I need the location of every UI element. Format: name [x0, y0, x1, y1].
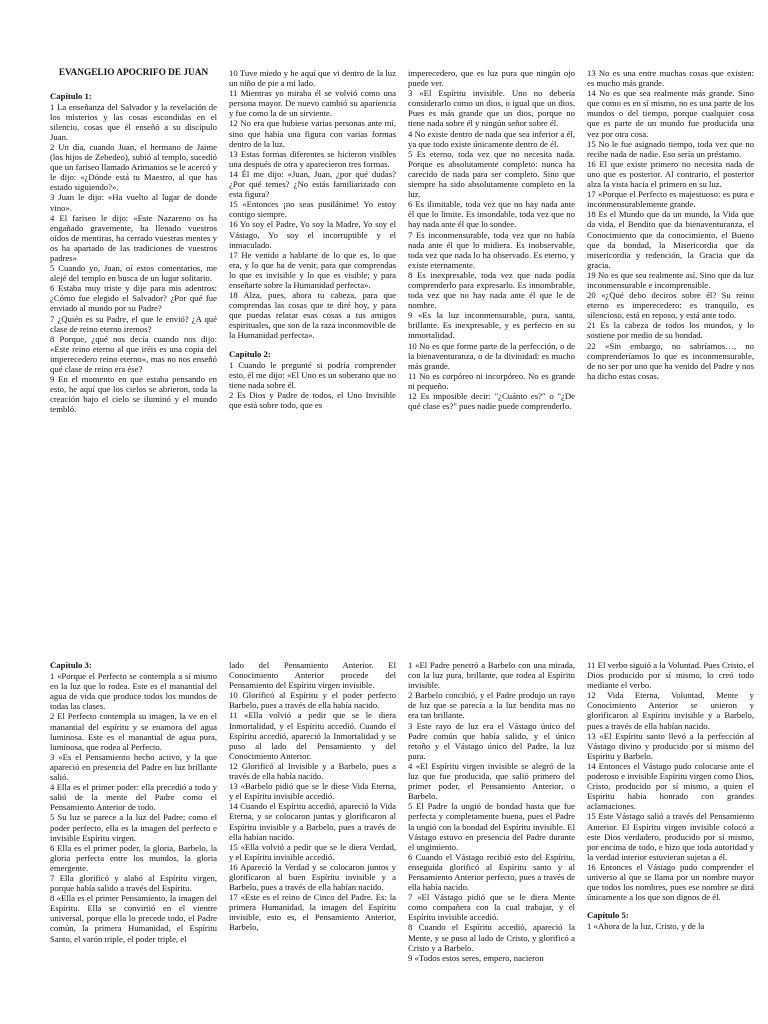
verse-paragraph: 2 Es Dios y Padre de todos, el Uno Invisible que está sobre todo, que es	[229, 389, 396, 410]
verse-paragraph: 4 «El Espíritu virgen invisible se alegró de la luz que fue producida, que salió primero del primer poder, el Pensamiento Anterior, o Barbelo.	[408, 760, 575, 802]
top-column-3	[408, 68, 575, 538]
verse-paragraph: 9 «Es la luz inconmensurable, pura, santa, brillante. Es inexpresable, y es perfecto en su inmortalidad.	[408, 310, 575, 341]
verse-paragraph: 20 «¿Qué debo deciros sobre él? Su reino eterno es imperecedero: es tranquilo, es silencioso, está en reposo, y está ante todo.	[587, 290, 754, 321]
verse-paragraph: 17 He venido a hablarte de lo que es, lo que era, y lo que ha de venir, para que comprendas lo que es invisible y lo que es visible; y para enseñarte sobre la Humanidad perfecta».	[229, 249, 396, 290]
verse-paragraph: 3 «Es el Pensamiento hecho activo, y la que apareció en presencia del Padre en luz brillante salió.	[50, 751, 217, 783]
verse-paragraph: 16 El que existe primero no necesita nada de uno que es posterior. Al contrario, el posterior alza la vista hacia el primero en su luz.	[587, 158, 754, 190]
verse-paragraph: 10 No es que forme parte de la perfección, o de la bienaventuranza, o de la divinidad: es mucho más grande.	[408, 340, 575, 371]
verse-paragraph: 4 Ella es el primer poder: ella precedió a todo y salió de la mente del Padre como el Pensamiento Anterior de todo.	[50, 782, 217, 813]
verse-paragraph: 3 Este rayo de luz era el Vástago único del Padre común que había salido, y el único retoño y el Vástago único del Padre, la luz pura.	[408, 720, 575, 761]
verse-paragraph: 9 En el momento en que estaba pensando en esto, he aquí que los cielos se abrieron, toda la creación bajo el cielo se iluminó y el mundo tembló.	[50, 374, 217, 415]
verse-paragraph: lado del Pensamiento Anterior. El Conocimiento Anterior procede del Pensamiento del Espíritu virgen invisible.	[229, 660, 396, 691]
chapter-heading: Capítulo 5:	[587, 910, 629, 921]
verse-paragraph: 17 «Este es el reino de Cinco del Padre. Es: la primera Humanidad, la imagen del Espíritu invisible, esto es, el Pensamiento Anterior, Barbelo,	[229, 892, 396, 933]
verse-paragraph: 13 No es una entre muchas cosas que existen: es mucho más grande.	[587, 68, 754, 89]
verse-paragraph: 18 Alza, pues, ahora tu cabeza, para que comprendas las cosas que te diré hoy, y para que puedas relatar esas cosas a tus amigos espirituales, que son de la raza inconmovible de la Humanidad perfecta».	[229, 290, 396, 341]
verse-paragraph: 7 «El Vástago pidió que se le diera Mente como compañera con la cual trabajar, y el Espíritu invisible accedió.	[408, 892, 575, 923]
verse-paragraph: 15 «Entonces ¡no seas pusilánime! Yo estoy contigo siempre.	[229, 199, 396, 220]
bottom-column-3	[408, 660, 575, 1024]
verse-paragraph: 7 Ella glorificó y alabó al Espíritu virgen, porque había salido a través del Espíritu.	[50, 872, 217, 894]
bottom-column-1	[50, 660, 217, 1024]
verse-paragraph: 16 Yo soy el Padre, Yo soy la Madre, Yo soy el Vástago, Yo soy el incorruptible y el inmaculado.	[229, 219, 396, 250]
verse-paragraph: 12 No era que hubiese varias personas ante mí, sino que había una figura con varias formas dentro de la luz.	[229, 118, 396, 149]
verse-paragraph: 6 Es ilimitable, toda vez que no hay nada ante él que lo limite. Es insondable, toda vez que no hay nada ante él que lo sondee.	[408, 199, 575, 230]
verse-paragraph: imperecedero, que es luz pura que ningún ojo puede ver.	[408, 68, 575, 89]
verse-paragraph: 8 Cuando el Espíritu accedió, apareció la Mente, y se puso al lado de Cristo, y glorificó a Cristo y a Barbelo.	[408, 922, 575, 953]
verse-paragraph: 13 «Barbelo pidió que se le diese Vida Eterna, y el Espíritu invisible accedió.	[229, 781, 396, 802]
verse-paragraph: 1 «Porque el Perfecto se contempla a sí mismo en la luz que lo rodea. Este es el manantial del agua de vida que produce todos los mundos de todas las clases.	[50, 671, 217, 712]
bottom-column-2	[229, 660, 396, 1024]
verse-paragraph: 1 «Ahora de la luz, Cristo, y de la	[587, 921, 705, 932]
verse-paragraph: 2 El Perfecto contempla su imagen, la ve en el manantial del espíritu y se enamora del agua luminosa. Este es el manantial de agua pura, luminosa, que rodea al Perfecto.	[50, 711, 217, 752]
verse-paragraph: 8 Porque, ¿qué nos decía cuando nos dijo: «Este reino eterno al que iréis es una copia del imperecedero reino eterno», mas no nos enseñó qué clase de reino era ése?	[50, 333, 217, 375]
verse-paragraph: 9 «Todos estos seres, empero, nacieron	[408, 952, 544, 963]
verse-paragraph: 3 Juan le dijo: «Ha vuelto al lugar de donde vino».	[50, 192, 217, 213]
verse-paragraph: 3 «El Espíritu invisible. Uno no debería considerarlo como un dios, o igual que un dios. Pues es más grande que un dios, porque no tiene nada sobre él y ningún señor sobre él.	[408, 88, 575, 129]
verse-paragraph: 2 Barbelo concibió, y el Padre produjo un rayo de luz que se parecía a la luz bendita mas no era tan brillante.	[408, 690, 575, 721]
chapter-heading: Capítulo 2:	[229, 348, 271, 359]
verse-paragraph: 16 Apareció la Verdad y se colocaron juntos y glorificaron al buen Espíritu invisible y a Barbelo, pues a través de ella habían nacido.	[229, 861, 396, 893]
verse-paragraph: 14 Cuando el Espíritu accedió, apareció la Vida Eterna, y se colocaron juntas y glorificaron al Espíritu invisible y a Barbelo, pues a través de ella habían nacido.	[229, 801, 396, 842]
verse-paragraph: 14 Él me dijo: «Juan, Juan, ¿por qué dudas? ¿Por qué temes? ¿No estás familiarizado con esta figura?	[229, 168, 396, 200]
verse-paragraph: 6 Cuando el Vástago recibió esto del Espíritu, enseguida glorificó al Espíritu santo y al Pensamiento Anterior perfecto, pues a través de ella había nacido.	[408, 851, 575, 893]
chapter-heading: Capítulo 1:	[50, 90, 92, 101]
top-column-1	[50, 68, 217, 538]
verse-paragraph: 18 Es el Mundo que da un mundo, la Vida que da vida, el Bendito que da bienaventuranza, el Conocimiento que da conocimiento, el Bueno que da bondad, la Misericordia que da misericordia y redención, la Gracia que da gracia.	[587, 209, 754, 270]
verse-paragraph: 4 El fariseo le dijo: «Este Nazareno os ha engañado gravemente, ha llenado vuestros oídos de mentiras, ha cerrado vuestras mentes y os ha apartado de las tradiciones de vuestros padres»	[50, 212, 217, 263]
verse-paragraph: 17 «Porque el Perfecto es majestuoso: es pura e inconmensurablemente grande.	[587, 189, 754, 210]
verse-paragraph: 21 Es la cabeza de todos los mundos, y lo sostiene por medio de su bondad.	[587, 320, 754, 341]
verse-paragraph: 11 Mientras yo miraba él se volvió como una persona mayor. De nuevo cambió su apariencia y fue como la de un sirviente.	[229, 88, 396, 119]
verse-paragraph: 1 Cuando le pregunté si podría comprender esto, él me dijo: «El Uno es un soberano que no tiene nada sobre él.	[229, 359, 396, 390]
verse-paragraph: 11 No es corpóreo ni incorpóreo. No es grande ni pequeño.	[408, 370, 575, 391]
verse-paragraph: 5 Es eterno, toda vez que no necesita nada. Porque es absolutamente completo: nunca ha carecido de nada para ser completo. Sino que siempre ha sido absolutamente completo en la luz.	[408, 148, 575, 200]
verse-paragraph: 15 «Ella volvió a pedir que se le diera Verdad, y el Espíritu invisible accedió.	[229, 841, 396, 862]
verse-paragraph: 5 Su luz se parece a la luz del Padre; como el poder perfecto, ella es la imagen del perfecto e invisible Espíritu virgen.	[50, 812, 217, 843]
verse-paragraph: 1 «El Padre penetró a Barbelo con una mirada, con la luz pura, brillante, que rodea al Espíritu invisible.	[408, 660, 575, 691]
verse-paragraph: 2 Un día, cuando Juan, el hermano de Jaime (los hijos de Zebedeo), subió al templo, sucedió que un fariseo llamado Arimanios se le acercó y le dijo: «¿Dónde está tu Maestro, al que has estado siguiendo?».	[50, 141, 217, 193]
verse-paragraph: 19 No es que sea realmente así. Sino que da luz inconmensurable e incomprensible.	[587, 269, 754, 290]
verse-paragraph: 12 Glorificó al Invisible y a Barbelo, pues a través de ella había nacido.	[229, 760, 396, 782]
top-column-4	[587, 68, 754, 538]
document-title: EVANGELIO APÓCRIFO DE JUAN	[58, 68, 209, 78]
verse-paragraph: 7 ¿Quién es su Padre, el que le envió? ¿A qué clase de reino eterno iremos?	[50, 313, 217, 334]
verse-paragraph: 5 Cuando yo, Juan, oí estos comentarios, me alejé del templo en busca de un lugar solitario.	[50, 263, 217, 284]
verse-paragraph: 15 No le fue asignado tiempo, toda vez que no recibe nada de nadie. Eso sería un préstamo.	[587, 138, 754, 159]
top-column-2	[229, 68, 396, 538]
verse-paragraph: 5 El Padre la ungió de bondad hasta que fue perfecta y completamente buena, pues el Padre la ungió con la bondad del Espíritu invisible. El Vástago estuvo en presencia del Padre durante el ungimiento.	[408, 801, 575, 852]
verse-paragraph: 14 No es que sea realmente más grande. Sino que como es en sí mismo, no es una parte de los mundos o del tiempo, porque cualquier cosa que es parte de un mundo fue producida una vez por otra cosa.	[587, 88, 754, 139]
top-page	[0, 68, 768, 538]
chapter-heading: Capítulo 3:	[50, 660, 92, 670]
verse-paragraph: 1 La enseñanza del Salvador y la revelación de los misterios y las cosas escondidas en el silencio, cosas que él enseñó a su discípulo Juan.	[50, 101, 217, 142]
verse-paragraph: 13 «El Espíritu santo llevó a la perfección al Vástago divino y producido por sí mismo del Espíritu y Barbelo.	[587, 730, 754, 761]
verse-paragraph: 11 «Ella volvió a pedir que se le diera Inmortalidad, y el Espíritu accedió. Cuando el Espíritu accedió, apareció la Inmortalidad y se puso al lado del Pensamiento y del Conocimiento Anterior.	[229, 710, 396, 761]
verse-paragraph: 14 Entonces el Vástago pudo colocarse ante el poderoso e invisible Espíritu virgen como Dios, Cristo, producido por sí mismo, a quien el Espíritu había honrado con grandes aclamaciones.	[587, 760, 754, 812]
verse-paragraph: 6 Ella es el primer poder, la gloria, Barbelo, la gloria perfecta entre los mundos, la gloria emergente.	[50, 842, 217, 873]
verse-paragraph: 10 Tuve miedo y he aquí que vi dentro de la luz un niño de pie a mi lado.	[229, 68, 396, 89]
verse-paragraph: 10 Glorificó al Espíritu y el poder perfecto Barbelo, pues a través de ella había nacido.	[229, 690, 396, 711]
verse-paragraph: 8 «Ella es el primer Pensamiento, la imagen del Espíritu. Ella se convirtió en el vientre universal, porque ella lo precede todo, el Padre común, la primera Humanidad, el Espíritu Santo, el varón triple, el poder triple, el	[50, 893, 217, 944]
verse-paragraph: 8 Es inexpresable, toda vez que nada podía comprenderlo para expresarlo. Es innombrable, toda vez que no hay nada ante él que le de nombre.	[408, 269, 575, 311]
verse-paragraph: 22 «Sin embargo, no sabríamos…, no comprenderíamos lo que es inconmensurable, de no ser por uno que ha venido del Padre y nos ha dicho estas cosas.	[587, 340, 754, 381]
bottom-column-4	[587, 660, 754, 1024]
verse-paragraph: 12 Vida Eterna, Voluntad, Mente y Conocimiento Anterior se unieron y glorificaron al Espíritu invisible y a Barbelo, pues a través de ella habían nacido.	[587, 690, 754, 731]
verse-paragraph: 7 Es inconmensurable, toda vez que no había nada ante él que lo midiera. Es inobservable, toda vez que nada lo ha observado. Es eterno, y existe eternamente.	[408, 229, 575, 270]
verse-paragraph: 12 Es imposible decir: "¿Cuánto es?" o "¿De qué clase es?" pues nadie puede comprenderlo.	[408, 391, 575, 412]
verse-paragraph: 15 Este Vástago salió a través del Pensamiento Anterior. El Espíritu virgen invisible colocó a este Dios verdadero, producido por sí mismo, por encima de todo, e hizo que toda autoridad y la verdad interior estuvieran sujetas a él.	[587, 811, 754, 862]
verse-paragraph: 11 El verbo siguió a la Voluntad. Pues Cristo, el Dios producido por sí mismo, lo creó todo mediante el verbo.	[587, 660, 754, 691]
bottom-page	[0, 660, 768, 1024]
verse-paragraph: 16 Entonces el Vástago pudo comprender el universo al que se llama por un nombre mayor que todos los nombres, pues ese nombre se dirá únicamente a los que son dignos de él.	[587, 861, 754, 903]
verse-paragraph: 13 Estas formas diferentes se hicieron visibles una después de otra y aparecieron tres formas.	[229, 148, 396, 169]
verse-paragraph: 4 No existe dentro de nada que sea inferior a él, ya que todo existe únicamente dentro de él.	[408, 128, 575, 149]
verse-paragraph: 6 Estaba muy triste y dije para mis adentros: ¿Cómo fue elegido el Salvador? ¿Por qué fue enviado al mundo por su Padre?	[50, 283, 217, 314]
